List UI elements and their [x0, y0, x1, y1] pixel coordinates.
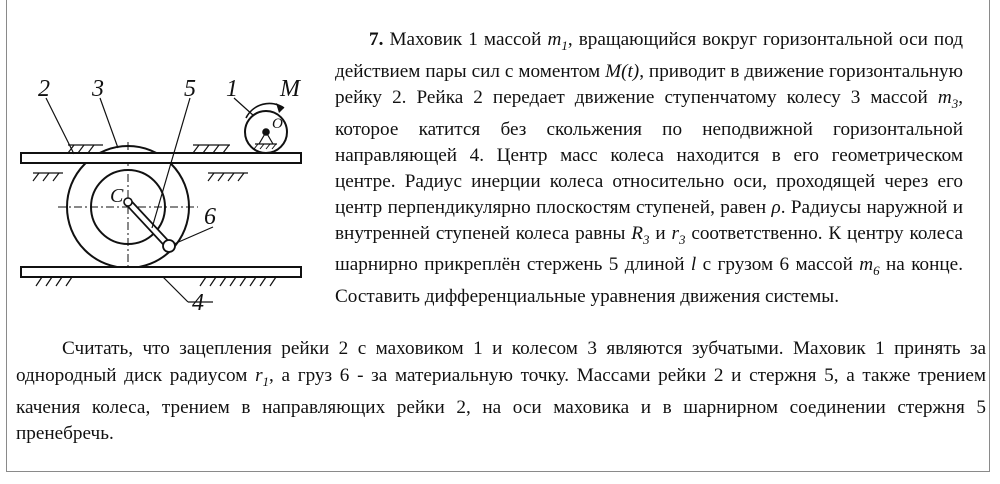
label-moment: M	[280, 76, 300, 102]
label-load: 6	[204, 204, 216, 230]
problem-paragraph: 7. Маховик 1 массой $m_1$, вращающийся вокруг горизонтальной оси под действием пары сил с моментом M(t), приводит в движение горизонтальную рейку 2. Рейка 2 передает движение ступенчатому колесу 3 массой $m_3$, которое катится без скольжения по неподвижной горизонтальной направляющей 4. Центр масс колеса находится в его геометрическом центре. Радиус инерции колеса относительно оси, проходящей через его центр перпендикулярно плоскостям ступеней, равен ρ. Радиусы наружной и внутренней ступеней колеса равны $R_3$ и $r_3$ соответственно. К центру колеса шарнирно прикреплён стержень 5 длиной l с грузом 6 массой $m_6$ на конце. Составить дифференциальные уравнения движения системы.	[335, 29, 964, 308]
guide-hatching	[36, 277, 278, 286]
load	[163, 240, 175, 252]
label-axis: O	[272, 116, 283, 132]
problem-note	[16, 336, 986, 448]
rack	[21, 153, 301, 163]
guide	[21, 267, 301, 277]
label-flywheel: 1	[226, 76, 238, 102]
note-paragraph: Считать, что зацепления рейки 2 с маховиком 1 и колесом 3 являются зубчатыми. Маховик 1 принять за однородный диск радиусом $r_1$, а груз 6 - за материальную точку. Массами рейки 2 и стержня 5, а также трением качения колеса, трением в направляющих рейки 2, на оси маховика и в шарнирном соединении стержня 5 пренебречь.	[16, 338, 987, 445]
hinge	[124, 198, 132, 206]
label-guide: 4	[192, 290, 204, 316]
problem-number: 7.	[369, 29, 384, 50]
mechanism-figure	[8, 70, 323, 325]
label-rod: 5	[184, 76, 196, 102]
label-wheel: 3	[92, 76, 104, 102]
problem-statement	[335, 27, 963, 310]
label-center: C	[110, 185, 124, 207]
label-rack: 2	[38, 76, 50, 102]
